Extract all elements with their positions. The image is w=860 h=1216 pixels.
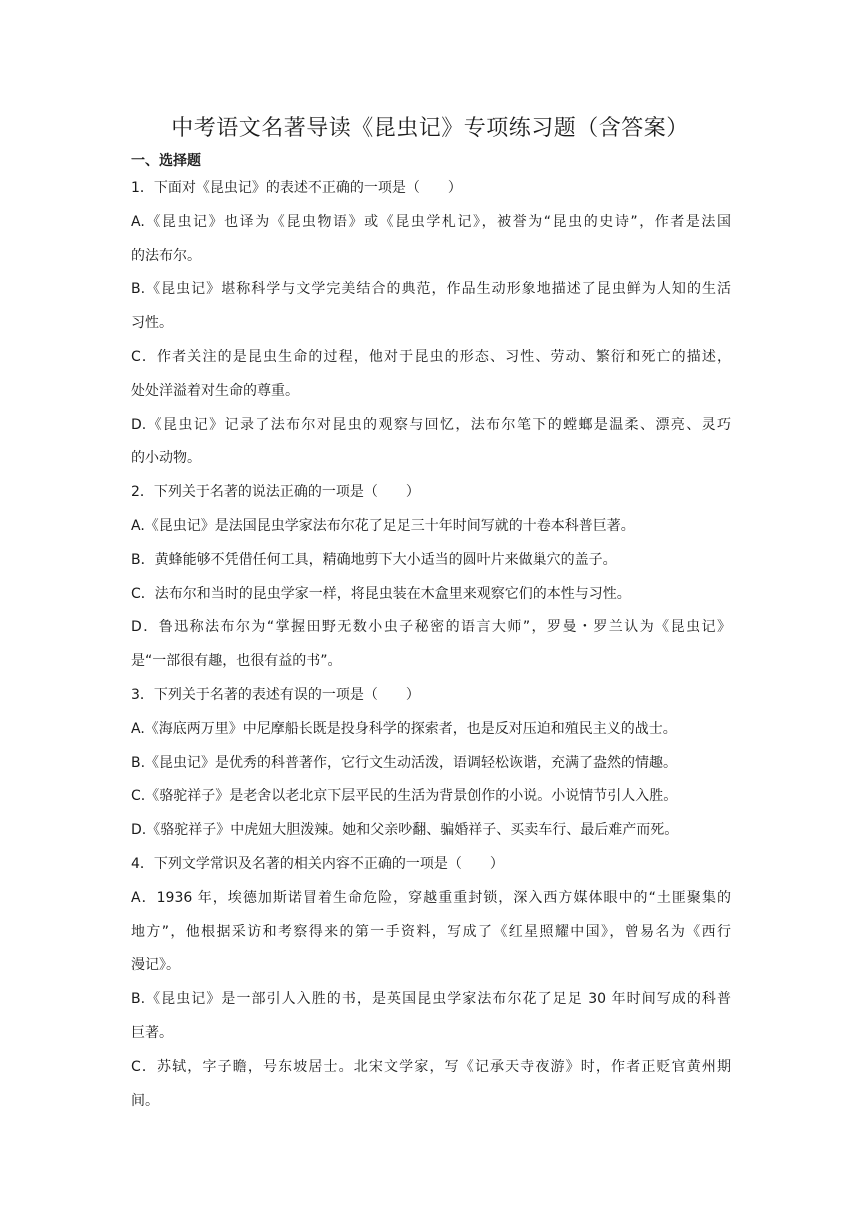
- document-title: 中考语文名著导读《昆虫记》专项练习题（含答案）: [171, 116, 689, 141]
- document-body: [131, 177, 731, 1123]
- text-line: C．法布尔和当时的昆虫学家一样，将昆虫装在木盒里来观察它们的本性与习性。: [131, 585, 631, 602]
- text-line: 地方”，他根据采访和考察得来的第一手资料，写成了《红星照耀中国》，曾易名为《西行: [131, 923, 731, 940]
- text-line: B.《昆虫记》是一部引人入胜的书，是英国昆虫学家法布尔花了足足 30 年时间写成的科普: [131, 991, 731, 1008]
- text-line: A．1936 年，埃德加斯诺冒着生命危险，穿越重重封锁，深入西方媒体眼中的“土匪聚集的: [131, 889, 731, 906]
- text-line: C．作者关注的是昆虫生命的过程，他对于昆虫的形态、习性、劳动、繁衍和死亡的描述，: [131, 348, 731, 365]
- text-line: A.《昆虫记》是法国昆虫学家法布尔花了足足三十年时间写就的十卷本科普巨著。: [131, 517, 635, 534]
- text-line: 漫记》。: [131, 957, 180, 974]
- text-line: A.《昆虫记》也译为《昆虫物语》或《昆虫学札记》，被誉为“昆虫的史诗”，作者是法国: [131, 213, 731, 230]
- text-line: 巨著。: [131, 1024, 173, 1041]
- text-line: A.《海底两万里》中尼摩船长既是投身科学的探索者，也是反对压迫和殖民主义的战士。: [131, 720, 677, 737]
- text-line: D．鲁迅称法布尔为“掌握田野无数小虫子秘密的语言大师”，罗曼・罗兰认为《昆虫记》: [131, 619, 731, 636]
- text-line: C.《骆驼祥子》是老舍以老北京下层平民的生活为背景创作的小说。小说情节引人入胜。: [131, 788, 678, 805]
- text-line: 4．下列文学常识及名著的相关内容不正确的一项是（ ）: [131, 855, 504, 872]
- text-line: 习性。: [131, 315, 173, 332]
- text-line: C．苏轼，字子瞻，号东坡居士。北宋文学家，写《记承天寺夜游》时，作者正贬官黄州期: [131, 1058, 731, 1075]
- text-line: 1．下面对《昆虫记》的表述不正确的一项是（ ）: [131, 180, 462, 196]
- text-line: B.《昆虫记》是优秀的科普著作，它行文生动活泼，语调轻松诙谐，充满了盎然的情趣。: [131, 754, 678, 771]
- section-heading: 一、选择题: [131, 153, 201, 169]
- text-line: 是“一部很有趣，也很有益的书”。: [131, 653, 342, 670]
- text-line: 间。: [131, 1092, 159, 1109]
- text-line: B．黄蜂能够不凭借任何工具，精确地剪下大小适当的圆叶片来做巢穴的盖子。: [131, 551, 617, 568]
- text-line: D.《昆虫记》记录了法布尔对昆虫的观察与回忆，法布尔笔下的螳螂是温柔、漂亮、灵巧: [131, 416, 731, 433]
- text-line: 3．下列关于名著的表述有误的一项是（ ）: [131, 686, 420, 703]
- text-line: B.《昆虫记》堪称科学与文学完美结合的典范，作品生动形象地描述了昆虫鲜为人知的生活: [131, 281, 731, 298]
- text-line: 的小动物。: [131, 450, 201, 467]
- text-line: 的法布尔。: [131, 247, 201, 264]
- text-line: D.《骆驼祥子》中虎妞大胆泼辣。她和父亲吵翻、骗婚祥子、买卖车行、最后难产而死。: [131, 822, 679, 839]
- text-line: 处处洋溢着对生命的尊重。: [131, 382, 299, 399]
- text-line: 2．下列关于名著的说法正确的一项是（ ）: [131, 484, 420, 501]
